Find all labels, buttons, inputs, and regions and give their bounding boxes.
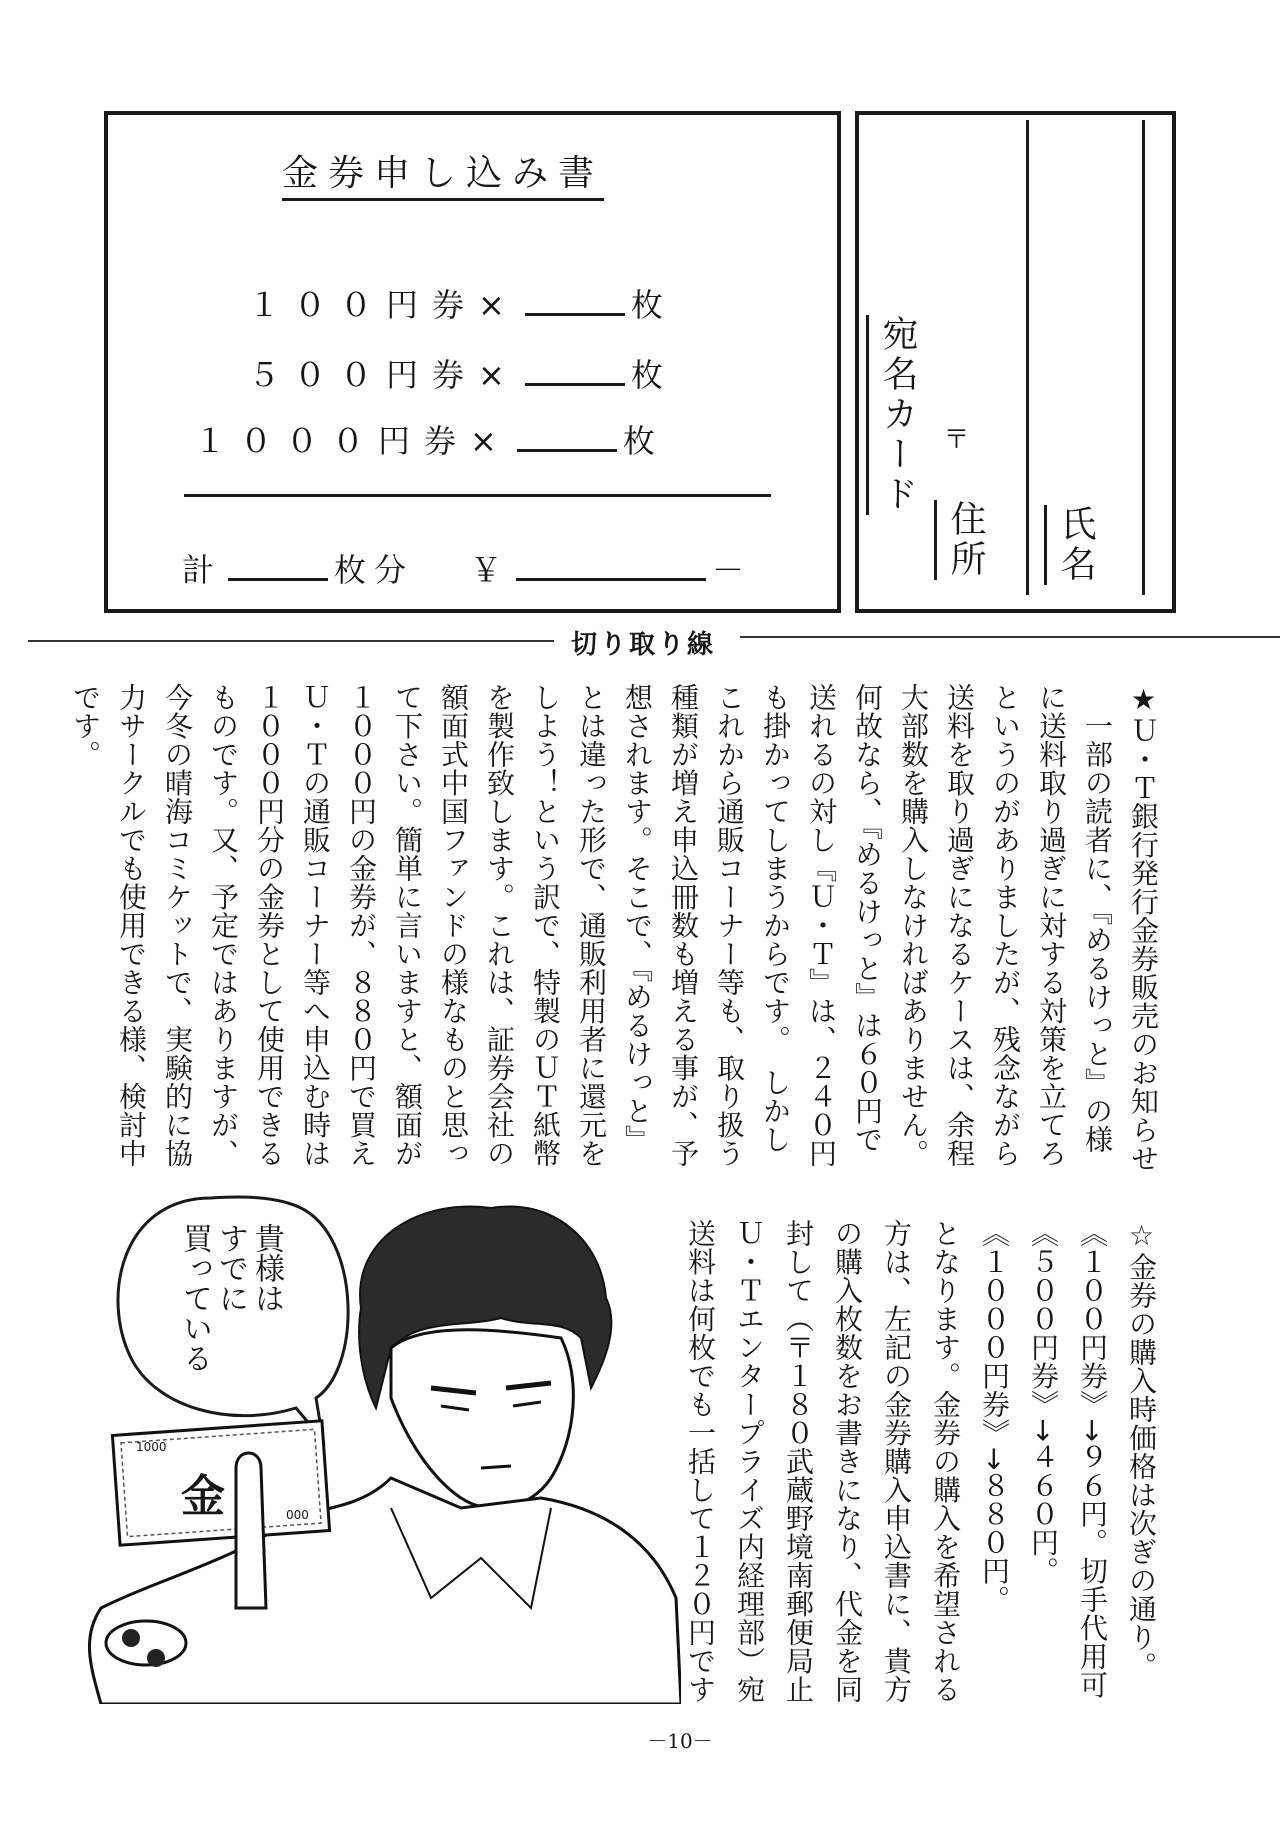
- article-line: ものです。又、予定ではありますが、: [207, 683, 240, 1168]
- speech-text: [176, 1223, 284, 1373]
- postal-mark: 〒: [939, 425, 969, 455]
- article-line: です。: [69, 683, 102, 769]
- name-line[interactable]: [1142, 120, 1145, 595]
- mouth: [481, 1466, 511, 1468]
- address-line[interactable]: [1026, 120, 1029, 595]
- cut-line-left: [28, 640, 554, 642]
- total-amount-blank[interactable]: [516, 574, 706, 581]
- price-line: 《１０００円券》→８８０円。: [978, 1219, 1011, 1614]
- form-row-500: [248, 350, 677, 396]
- manga-illustration: [61, 1178, 681, 1704]
- price-list: [676, 1219, 1166, 1709]
- form-row-label: １００円券×: [248, 286, 519, 324]
- article-line: しよう！という訳で、特製のＵＴ紙幣: [529, 683, 562, 1168]
- total-mid: 枚分: [334, 551, 415, 589]
- total-prefix: 計: [182, 551, 223, 589]
- article-line: １０００円の金券が、８８０円で買え: [345, 683, 378, 1168]
- form-row-100: [248, 280, 677, 326]
- article-heading: ★Ｕ・Ｔ銀行発行金券販売のお知らせ: [1127, 683, 1160, 1173]
- quantity-blank[interactable]: [525, 309, 625, 316]
- article-line: 力サークルでも使用できる様、検討中: [115, 683, 148, 1168]
- price-line: 封して（〒１８０武蔵野境南郵便局止: [782, 1219, 815, 1704]
- quantity-blank[interactable]: [517, 445, 617, 452]
- article-line: 種類が増え申込冊数も増える事が、予: [667, 683, 700, 1168]
- article-line: に送料取り過ぎに対する対策を立てろ: [1035, 683, 1068, 1168]
- total-count-blank[interactable]: [228, 574, 328, 581]
- form-row-label: １０００円券×: [194, 422, 511, 460]
- article-line: Ｕ・Ｔの通販コーナー等へ申込む時は: [299, 683, 332, 1168]
- yen-symbol: ￥: [470, 551, 511, 589]
- form-row-unit: 枚: [630, 286, 677, 324]
- finger: [236, 1453, 266, 1608]
- form-row-unit: 枚: [622, 422, 669, 460]
- article-body: [62, 683, 1166, 1183]
- address-label: 住所: [934, 500, 991, 580]
- article-line: とは違った形で、通販利用者に還元を: [575, 683, 608, 1168]
- article-line: 想されます。そこで、『めるけっと』: [621, 683, 654, 1154]
- page-number: －10－: [647, 1729, 713, 1753]
- article-line: も掛かってしまうからです。 しかし: [759, 683, 792, 1154]
- price-line: の購入枚数をお書きになり、代金を同: [831, 1219, 864, 1704]
- article-line: を製作致します。これは、証券会社の: [483, 683, 516, 1168]
- total-suffix: －: [712, 551, 753, 589]
- face: [391, 1330, 573, 1509]
- article-line: 送れるの対し『Ｕ・Ｔ』は、２４０円: [805, 683, 838, 1168]
- price-heading: ☆金券の購入時価格は次ぎの通り。: [1125, 1219, 1158, 1680]
- article-line: １０００円分の金券として使用できる: [253, 683, 286, 1168]
- rivet: [147, 1649, 165, 1667]
- rivet: [122, 1629, 140, 1647]
- price-line: Ｕ・Ｔエンタープライズ内経理部）宛: [733, 1219, 766, 1704]
- article-line: 何故なら、『めるけっと』は６０円で: [851, 683, 884, 1154]
- form-divider: [184, 494, 771, 497]
- article-line: 今冬の晴海コミケットで、実験的に協: [161, 683, 194, 1168]
- price-line: 《５００円券》→４６０円。: [1027, 1219, 1060, 1585]
- banknote-number: 1000: [136, 1440, 167, 1454]
- price-line: 送料は何枚でも一括して１２０円です: [684, 1219, 717, 1704]
- article-line: というのがありましたが、残念ながら: [989, 683, 1022, 1168]
- speech-line: 貴様は: [249, 1223, 284, 1313]
- article-line: 送料を取り過ぎになるケースは、余程: [943, 683, 976, 1168]
- name-label: 氏名: [1044, 505, 1101, 585]
- price-line: となります。金券の購入を希望される: [929, 1219, 962, 1704]
- speech-line: 買っている: [177, 1223, 212, 1373]
- cut-line-right: [740, 636, 1280, 638]
- speech-line: すでに: [213, 1223, 248, 1313]
- banknote-number-small: 000: [286, 1508, 309, 1522]
- address-card-title: 宛名カード: [866, 315, 923, 515]
- quantity-blank[interactable]: [525, 379, 625, 386]
- price-line: 《１００円券》→９６円。切手代用可: [1076, 1219, 1109, 1699]
- article-line: 額面式中国ファンドの様なものと思っ: [437, 683, 470, 1168]
- form-total-row: [182, 545, 752, 591]
- price-line: 方は、左記の金券購入申込書に、貴方: [880, 1219, 913, 1704]
- form-row-unit: 枚: [630, 356, 677, 394]
- cut-line-label: 切り取り線: [571, 630, 717, 660]
- form-row-1000: [194, 416, 669, 462]
- banknote-kanji: 金: [181, 1471, 225, 1522]
- shoulder-pad: [106, 1621, 186, 1665]
- form-title: 金券申し込み書: [282, 145, 604, 201]
- form-row-label: ５００円券×: [248, 356, 519, 394]
- article-line: 大部数を購入しなければありません。: [897, 683, 930, 1168]
- article-line: て下さい。簡単に言いますと、額面が: [391, 683, 424, 1168]
- article-line: これから通販コーナー等も、取り扱う: [713, 683, 746, 1168]
- article-line: 一部の読者に、『めるけっと』の様: [1081, 683, 1114, 1154]
